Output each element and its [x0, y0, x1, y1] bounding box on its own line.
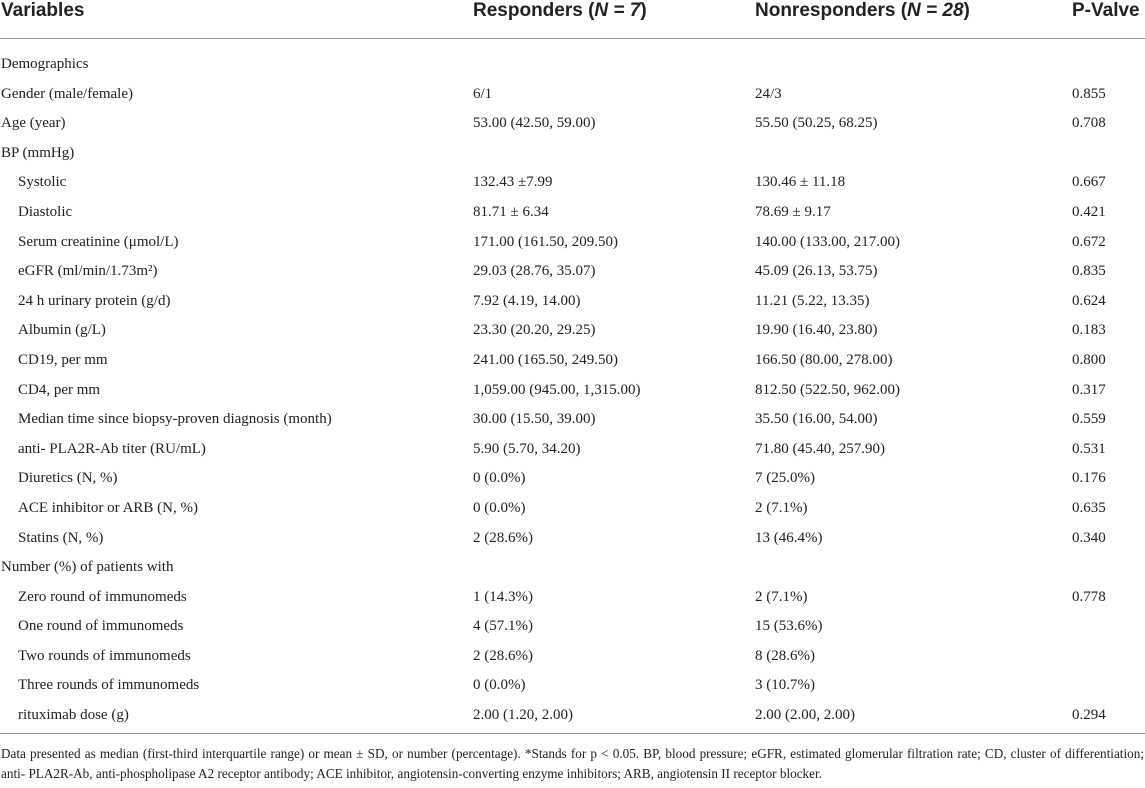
- row-label: rituximab dose (g): [18, 707, 129, 724]
- table-row: [0, 553, 1145, 583]
- row-label: Zero round of immunomeds: [18, 588, 187, 605]
- nonresponders-value: 3 (10.7%): [755, 677, 815, 694]
- nonresponders-value: 2 (7.1%): [755, 499, 808, 516]
- row-label: Albumin (g/L): [18, 322, 106, 339]
- nonresponders-value: 130.46 ± 11.18: [755, 174, 846, 191]
- row-label: CD19, per mm: [18, 351, 108, 368]
- row-label: Serum creatinine (μmol/L): [18, 233, 179, 250]
- table-row: [0, 612, 1145, 642]
- p-value: 0.317: [1072, 381, 1106, 398]
- row-label: ACE inhibitor or ARB (N, %): [18, 499, 198, 516]
- table-row: [0, 168, 1145, 198]
- responders-value: 53.00 (42.50, 59.00): [473, 115, 596, 132]
- table-row: [0, 80, 1145, 110]
- header-nonresponders: [755, 0, 970, 22]
- table-row: [0, 701, 1145, 731]
- row-label: Statins (N, %): [18, 529, 104, 546]
- p-value: 0.635: [1072, 499, 1106, 516]
- row-label: Three rounds of immunomeds: [18, 677, 200, 694]
- table-row: [0, 405, 1145, 435]
- table-row: [0, 464, 1145, 494]
- responders-value: 1 (14.3%): [473, 588, 533, 605]
- header-responders: [473, 0, 647, 22]
- p-value: 0.559: [1072, 411, 1106, 428]
- row-label: Age (year): [1, 115, 66, 132]
- responders-value: 171.00 (161.50, 209.50): [473, 233, 618, 250]
- table-row: [0, 671, 1145, 701]
- nonresponders-value: 166.50 (80.00, 278.00): [755, 351, 893, 368]
- table-footnote: Data presented as median (first-third interquartile range) or mean ± SD, or number (percentage). *Stands for p < 0.05. BP, blood pressure; eGFR, estimated glomerular filtration rate; CD, cluster of differentiation; anti- PLA2R-Ab, anti-phospholipase A2 receptor antibody; ACE inhibitor, angiotensin-converting enzyme inhibitors; ARB, angiotensin II receptor blocker.: [1, 746, 1144, 781]
- row-label: anti- PLA2R-Ab titer (RU/mL): [18, 440, 206, 457]
- nonresponders-value: 35.50 (16.00, 54.00): [755, 411, 878, 428]
- table-row: [0, 228, 1145, 258]
- p-value: 0.667: [1072, 174, 1106, 191]
- nonresponders-value: 7 (25.0%): [755, 470, 815, 487]
- responders-value: 7.92 (4.19, 14.00): [473, 292, 581, 309]
- header-variables: Variables: [1, 0, 85, 21]
- table-row: [0, 50, 1145, 80]
- nonresponders-value: 2 (7.1%): [755, 588, 808, 605]
- table-row: [0, 198, 1145, 228]
- row-label: Two rounds of immunomeds: [18, 647, 191, 664]
- table-row: [0, 139, 1145, 169]
- responders-value: 2 (28.6%): [473, 529, 533, 546]
- responders-value: 23.30 (20.20, 29.25): [473, 322, 596, 339]
- row-label: eGFR (ml/min/1.73m²): [18, 263, 158, 280]
- table-row: [0, 316, 1145, 346]
- p-value: 0.672: [1072, 233, 1106, 250]
- header-nonresponders-close: ): [963, 0, 970, 21]
- responders-value: 0 (0.0%): [473, 677, 526, 694]
- row-label: Demographics: [1, 56, 89, 72]
- responders-value: 132.43 ±7.99: [473, 174, 553, 191]
- table-row: [0, 287, 1145, 317]
- p-value: 0.294: [1072, 707, 1106, 724]
- nonresponders-value: 71.80 (45.40, 257.90): [755, 440, 885, 457]
- header-responders-prefix: Responders (: [473, 0, 595, 21]
- row-label: CD4, per mm: [18, 381, 101, 398]
- nonresponders-value: 2.00 (2.00, 2.00): [755, 707, 855, 724]
- nonresponders-value: 55.50 (50.25, 68.25): [755, 115, 878, 132]
- responders-value: 6/1: [473, 85, 493, 102]
- table-row: [0, 109, 1145, 139]
- header-nonresponders-n: N = 28: [907, 0, 964, 21]
- p-value: 0.835: [1072, 263, 1106, 280]
- table-row: [0, 346, 1145, 376]
- table-header: [0, 0, 1145, 39]
- p-value: 0.778: [1072, 588, 1106, 605]
- responders-value: 0 (0.0%): [473, 499, 526, 516]
- nonresponders-value: 140.00 (133.00, 217.00): [755, 233, 900, 250]
- nonresponders-value: 812.50 (522.50, 962.00): [755, 381, 900, 398]
- header-pvalue: P-Valve: [1072, 0, 1140, 21]
- table-row: [0, 376, 1145, 406]
- nonresponders-value: 15 (53.6%): [755, 618, 823, 635]
- responders-value: 81.71 ± 6.34: [473, 203, 549, 220]
- responders-value: 241.00 (165.50, 249.50): [473, 351, 618, 368]
- p-value: 0.624: [1072, 292, 1106, 309]
- responders-value: 5.90 (5.70, 34.20): [473, 440, 581, 457]
- row-label: Gender (male/female): [1, 85, 134, 102]
- table-row: [0, 494, 1145, 524]
- nonresponders-value: 78.69 ± 9.17: [755, 203, 831, 220]
- row-label: 24 h urinary protein (g/d): [18, 292, 171, 309]
- responders-value: 0 (0.0%): [473, 470, 526, 487]
- responders-value: 4 (57.1%): [473, 618, 533, 635]
- row-label: Number (%) of patients with: [1, 559, 174, 576]
- table-row: [0, 257, 1145, 287]
- responders-value: 29.03 (28.76, 35.07): [473, 263, 596, 280]
- table-row: [0, 583, 1145, 613]
- table-row: [0, 524, 1145, 554]
- nonresponders-value: 45.09 (26.13, 53.75): [755, 263, 878, 280]
- table-body: [0, 50, 1145, 731]
- row-label: Diuretics (N, %): [18, 470, 118, 487]
- responders-value: 30.00 (15.50, 39.00): [473, 411, 596, 428]
- table-row: [0, 642, 1145, 672]
- row-label: Diastolic: [18, 203, 73, 220]
- header-responders-close: ): [640, 0, 647, 21]
- nonresponders-value: 11.21 (5.22, 13.35): [755, 292, 870, 309]
- row-label: Median time since biopsy-proven diagnosis (month): [18, 411, 332, 428]
- row-label: BP (mmHg): [1, 144, 75, 161]
- p-value: 0.421: [1072, 203, 1106, 220]
- row-label: One round of immunomeds: [18, 618, 184, 635]
- p-value: 0.531: [1072, 440, 1106, 457]
- p-value: 0.183: [1072, 322, 1106, 339]
- p-value: 0.340: [1072, 529, 1106, 546]
- responders-value: 2.00 (1.20, 2.00): [473, 707, 573, 724]
- nonresponders-value: 13 (46.4%): [755, 529, 823, 546]
- table-row: [0, 435, 1145, 465]
- nonresponders-value: 8 (28.6%): [755, 647, 815, 664]
- p-value: 0.708: [1072, 115, 1106, 132]
- nonresponders-value: 24/3: [755, 85, 782, 102]
- header-responders-n: N = 7: [594, 0, 641, 21]
- responders-value: 1,059.00 (945.00, 1,315.00): [473, 381, 641, 398]
- header-nonresponders-prefix: Nonresponders (: [755, 0, 908, 21]
- p-value: 0.855: [1072, 85, 1106, 102]
- nonresponders-value: 19.90 (16.40, 23.80): [755, 322, 878, 339]
- responders-value: 2 (28.6%): [473, 647, 533, 664]
- footnote-divider: [0, 733, 1145, 734]
- row-label: Systolic: [18, 174, 67, 191]
- p-value: 0.176: [1072, 470, 1106, 487]
- p-value: 0.800: [1072, 351, 1106, 368]
